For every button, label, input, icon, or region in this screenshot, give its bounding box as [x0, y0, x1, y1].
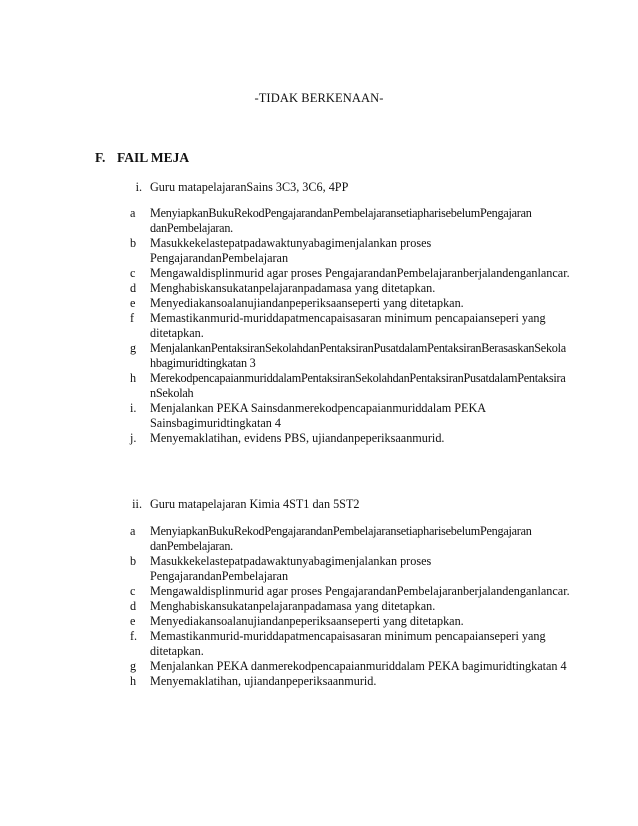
- list-item: [130, 629, 570, 659]
- not-applicable-note: -TIDAK BERKENAAN-: [254, 91, 384, 105]
- item-letter: c: [130, 584, 136, 598]
- item-text: Mengawaldisplinmurid agar proses PengajarandanPembelajaranberjalandenganlancar.: [150, 584, 570, 598]
- list-item: [130, 659, 570, 674]
- section-number: F.: [95, 150, 106, 165]
- item-letter: b: [130, 554, 137, 568]
- item-text: Menghabiskansukatanpelajaranpadamasa yang ditetapkan.: [150, 281, 436, 295]
- task-list-ii: [130, 524, 570, 689]
- section-heading: [95, 150, 189, 166]
- list-item: [130, 584, 570, 599]
- item-letter: g: [130, 659, 137, 673]
- item-text: MerekodpencapaianmuriddalamPentaksiranSekolahdanPentaksiranPusatdalamPentaksiranSekolah: [150, 371, 566, 400]
- item-letter: e: [130, 614, 136, 628]
- item-letter: h: [130, 371, 137, 385]
- list-item: [130, 206, 570, 236]
- item-letter: h: [130, 674, 137, 688]
- item-text: Masukkekelastepatpadawaktunyabagimenjalankan proses PengajarandanPembelajaran: [150, 236, 432, 265]
- task-list-i: [130, 206, 570, 446]
- subsection-numeral: i.: [135, 180, 142, 194]
- item-letter: d: [130, 599, 137, 613]
- section-title: FAIL MEJA: [117, 150, 190, 165]
- list-item: [130, 674, 570, 689]
- list-item: [130, 614, 570, 629]
- item-text: Memastikanmurid-muriddapatmencapaisasaran minimum pencapaianseperi yang ditetapkan.: [150, 629, 546, 658]
- list-item: [130, 341, 570, 371]
- item-letter: a: [130, 206, 136, 220]
- list-item: [130, 524, 570, 554]
- item-letter: g: [130, 341, 137, 355]
- item-text: Menyemaklatihan, ujiandanpeperiksaanmurid.: [150, 674, 377, 688]
- list-item: [130, 311, 570, 341]
- item-letter: f.: [130, 629, 138, 643]
- item-letter: e: [130, 296, 136, 310]
- item-text: Masukkekelastepatpadawaktunyabagimenjalankan proses PengajarandanPembelajaran: [150, 554, 432, 583]
- item-letter: c: [130, 266, 136, 280]
- item-text: Mengawaldisplinmurid agar proses PengajarandanPembelajaranberjalandenganlancar.: [150, 266, 570, 280]
- list-item: [130, 296, 570, 311]
- item-letter: a: [130, 524, 136, 538]
- list-item: [130, 554, 570, 584]
- item-text: Menghabiskansukatanpelajaranpadamasa yang ditetapkan.: [150, 599, 436, 613]
- list-item: [130, 236, 570, 266]
- list-item: [130, 371, 570, 401]
- item-letter: i.: [130, 401, 137, 415]
- subsection-numeral: ii.: [132, 497, 142, 511]
- item-letter: d: [130, 281, 137, 295]
- subsection-title: Guru matapelajaranSains 3C3, 3C6, 4PP: [150, 180, 349, 194]
- item-text: MenjalankanPentaksiranSekolahdanPentaksiranPusatdalamPentaksiranBerasaskanSekolahbagimuridtingkatan 3: [150, 341, 566, 370]
- list-item: [130, 266, 570, 281]
- subsection-title: Guru matapelajaran Kimia 4ST1 dan 5ST2: [150, 497, 360, 511]
- item-letter: j.: [130, 431, 137, 445]
- item-text: MenyiapkanBukuRekodPengajarandanPembelajaransetiapharisebelumPengajaran danPembelajaran.: [150, 524, 532, 553]
- list-item: [130, 401, 570, 431]
- item-text: Menyemaklatihan, evidens PBS, ujiandanpeperiksaanmurid.: [150, 431, 445, 445]
- item-text: MenyiapkanBukuRekodPengajarandanPembelajaransetiapharisebelumPengajaran danPembelajaran.: [150, 206, 532, 235]
- item-text: Memastikanmurid-muriddapatmencapaisasaran minimum pencapaianseperi yang ditetapkan.: [150, 311, 546, 340]
- list-item: [130, 431, 570, 446]
- item-text: Menyediakansoalanujiandanpeperiksaanseperti yang ditetapkan.: [150, 296, 464, 310]
- item-text: Menjalankan PEKA Sainsdanmerekodpencapaianmuriddalam PEKA Sainsbagimuridtingkatan 4: [150, 401, 486, 430]
- item-text: Menyediakansoalanujiandanpeperiksaanseperti yang ditetapkan.: [150, 614, 464, 628]
- list-item: [130, 281, 570, 296]
- item-text: Menjalankan PEKA danmerekodpencapaianmuriddalam PEKA bagimuridtingkatan 4: [150, 659, 567, 673]
- item-letter: f: [130, 311, 135, 325]
- item-letter: b: [130, 236, 137, 250]
- list-item: [130, 599, 570, 614]
